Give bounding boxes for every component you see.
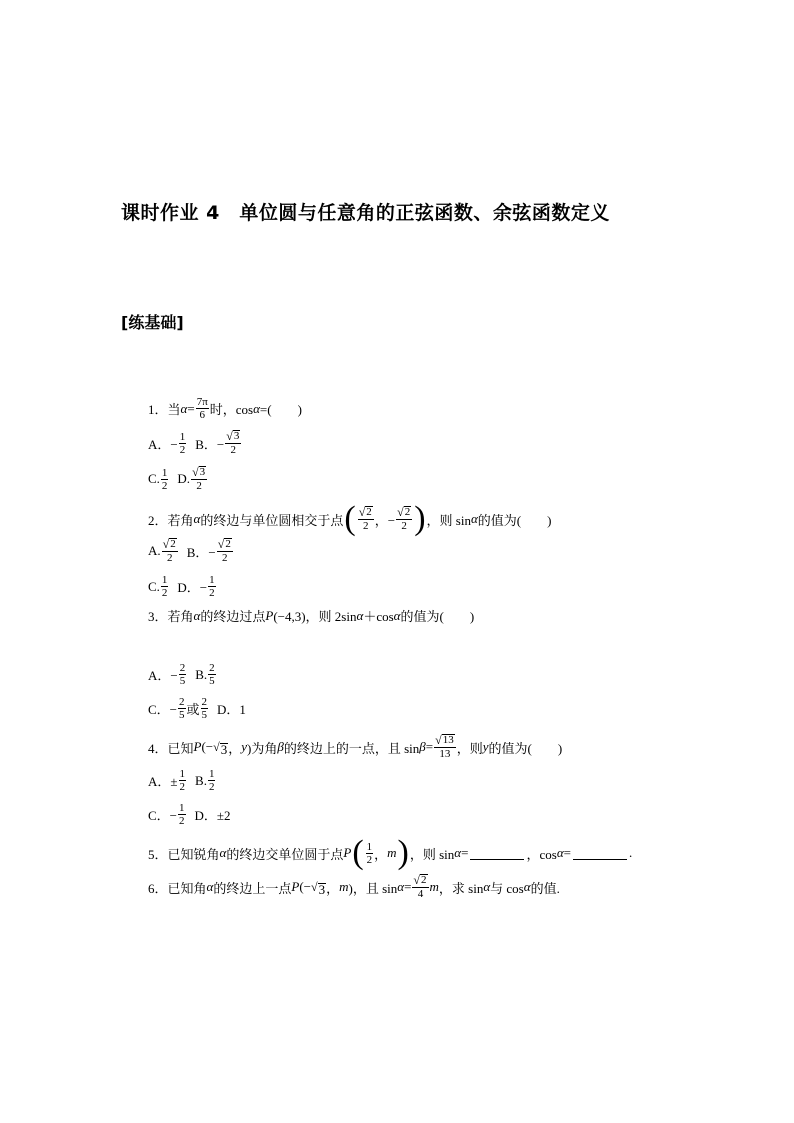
q1-option-b-fraction: √ 3 2 [226, 429, 240, 456]
q6-eq: = [404, 879, 412, 894]
q4-tail2: 的值为( ) [488, 740, 563, 756]
q5-left-paren: ( [352, 834, 364, 871]
q2-left-paren: ( [344, 500, 356, 537]
q6-tail1: ，求 sin [438, 880, 484, 896]
q5-answer-blank-cos[interactable] [573, 847, 627, 860]
question-6 [148, 874, 560, 900]
q6-m: m [339, 879, 349, 894]
q4-mid: 的终边上的一点，且 sin [283, 740, 420, 756]
q3-alpha3: α [393, 607, 401, 623]
q3-plus: ＋cos [363, 609, 394, 624]
q5-answer-blank-sin[interactable] [470, 847, 524, 860]
q6-prefix: 6．已知角 [148, 880, 207, 896]
q3-options-ab [148, 662, 217, 687]
q1-option-a-label: A．− [148, 436, 178, 452]
q5-alpha: α [219, 845, 227, 860]
q6-alpha2: α [397, 879, 405, 894]
q2-option-d-label: D．− [177, 580, 208, 595]
q5-eq2: = [563, 845, 571, 860]
q5-alpha3: α [556, 845, 564, 860]
q4-coord3: )为角 [247, 740, 278, 756]
q1-options-ab [148, 430, 242, 456]
q2-option-c-fraction: $\frac{1}{2}$ [161, 574, 168, 599]
q2-point-y: √ 2 2 [397, 505, 411, 532]
q4-option-a-fraction: $\frac{1}{2}$ [179, 768, 186, 793]
q3-point-p: P [265, 607, 274, 623]
q4-option-c-label: C．− [148, 808, 178, 823]
q4-beta: β [277, 739, 284, 754]
q5-eq1: = [461, 845, 469, 860]
q3-mid: 的终边过点 [200, 609, 266, 624]
q4-tail1: ，则 [456, 740, 483, 756]
q2-tail: ，则 sin [426, 512, 471, 528]
q5-alpha2: α [454, 845, 462, 860]
q4-option-a-label: A．± [148, 774, 178, 789]
q4-options-ab [148, 768, 216, 793]
q2-comma: ，− [374, 512, 396, 528]
q3-alpha: α [193, 607, 201, 623]
q6-coord1: (− [299, 879, 311, 894]
q3-option-c-fraction-1: $\frac{2}{5}$ [179, 696, 185, 721]
q1-alpha: α [180, 400, 188, 416]
question-1 [148, 396, 302, 421]
q4-option-b-label: B. [195, 772, 207, 788]
q3-option-a-fraction: $\frac{2}{5}$ [179, 662, 186, 687]
q2-alpha: α [193, 511, 201, 526]
q2-option-b-label: B．− [186, 544, 216, 560]
q5-point-p: P [343, 845, 352, 860]
q5-point-x: $\frac{1}{2}$ [366, 840, 373, 866]
q6-fraction: √ 2 4 [413, 873, 427, 900]
q2-mid: 的终边与单位圆相交于点 [200, 512, 344, 528]
question-3 [148, 606, 474, 625]
q1-option-c-fraction: $\frac{1}{2}$ [161, 466, 168, 492]
q1-option-c-label: C. [148, 471, 160, 486]
q4-coord1: (− [201, 739, 214, 754]
q5-sep: ，cos [526, 846, 557, 862]
q4-fraction: √ 13 13 [435, 733, 454, 760]
q4-point-p: P [193, 739, 202, 754]
q5-m: m [387, 845, 397, 860]
q2-options-ab [148, 538, 234, 564]
q3-prefix: 3．若角 [148, 609, 194, 624]
q6-coord2: ， [326, 880, 340, 896]
q5-tail1: ，则 sin [409, 846, 455, 862]
q6-alpha4: α [523, 879, 531, 894]
q4-option-b-fraction: $\frac{1}{2}$ [208, 768, 215, 793]
q6-alpha3: α [483, 879, 491, 894]
q5-right-paren: ) [397, 834, 409, 871]
q4-coord2: ， [228, 740, 242, 756]
q3-option-d: D．1 [217, 702, 246, 717]
q4-prefix: 4．已知 [148, 740, 194, 756]
q1-fraction: $\frac{7\pi}{6}$ [196, 396, 208, 421]
q3-coord: (−4,3)，则 2sin [273, 609, 357, 624]
q3-options-cd [148, 696, 246, 721]
q2-prefix: 2．若角 [148, 512, 194, 528]
q4-sqrt3: √ 3 [213, 739, 228, 757]
q3-option-b-fraction: $\frac{2}{5}$ [209, 662, 215, 687]
q5-end: . [628, 845, 633, 860]
q5-comma: ， [374, 846, 388, 862]
q2-alpha2: α [470, 511, 478, 526]
q2-option-a-fraction: √ 2 2 [162, 537, 176, 564]
q1-options-cd [148, 466, 208, 492]
q2-options-cd [148, 574, 217, 599]
q4-option-c-fraction: $\frac{1}{2}$ [179, 802, 185, 827]
section-heading: [练基础] [121, 313, 184, 332]
q3-option-b-label: B. [195, 666, 208, 682]
q6-point-p: P [291, 879, 300, 894]
question-5 [148, 836, 632, 870]
q4-beta2: β [419, 739, 426, 754]
q1-alpha2: α [253, 400, 260, 416]
q6-tail2: 与 cos [490, 880, 524, 896]
q1-tail: =( ) [259, 402, 302, 417]
q2-option-c-label: C. [148, 578, 160, 594]
q6-alpha: α [206, 879, 214, 894]
q2-point-x: √ 2 2 [358, 505, 372, 532]
q4-y2: y [482, 739, 489, 754]
q6-tail3: 的值. [530, 880, 560, 896]
q4-options-cd [148, 802, 231, 827]
q3-option-c-label: C．− [148, 702, 178, 717]
q1-option-b-label: B．− [195, 436, 225, 452]
q1-eq: = [187, 400, 195, 416]
q6-mid: 的终边上一点 [213, 880, 292, 896]
question-2 [148, 502, 551, 536]
q1-prefix: 1．当 [148, 402, 181, 417]
q5-mid: 的终边交单位圆于点 [226, 846, 344, 862]
q6-m2: m [429, 879, 439, 894]
q2-option-b-fraction: √ 2 2 [217, 537, 231, 564]
q4-eq: = [425, 739, 434, 754]
q3-option-a-label: A．− [148, 668, 178, 683]
q2-option-a-label: A. [148, 543, 161, 558]
q2-right-paren: ) [414, 500, 426, 537]
q3-option-c-fraction-2: $\frac{2}{5}$ [201, 696, 208, 721]
q1-option-a-fraction: $\frac{1}{2}$ [179, 430, 186, 456]
q1-option-d-label: D. [177, 471, 191, 486]
q6-coord3: )，且 sin [348, 880, 398, 896]
q2-tail2: 的值为( ) [477, 512, 552, 528]
q4-y: y [241, 739, 248, 754]
q3-tail: 的值为( ) [400, 609, 475, 624]
q3-option-c-or: 或 [186, 702, 200, 717]
question-4 [148, 734, 562, 760]
q1-option-d-fraction: √ 3 2 [192, 465, 206, 492]
q5-prefix: 5．已知锐角 [148, 846, 220, 862]
q2-option-d-fraction: $\frac{1}{2}$ [209, 574, 215, 599]
q6-sqrt3: √ 3 [310, 879, 326, 897]
q1-mid: 时，cos [209, 402, 254, 417]
q3-alpha2: α [356, 607, 364, 623]
q4-option-d: D．±2 [194, 808, 231, 823]
page-title: 课时作业 4 单位圆与任意角的正弦函数、余弦函数定义 [121, 202, 610, 224]
